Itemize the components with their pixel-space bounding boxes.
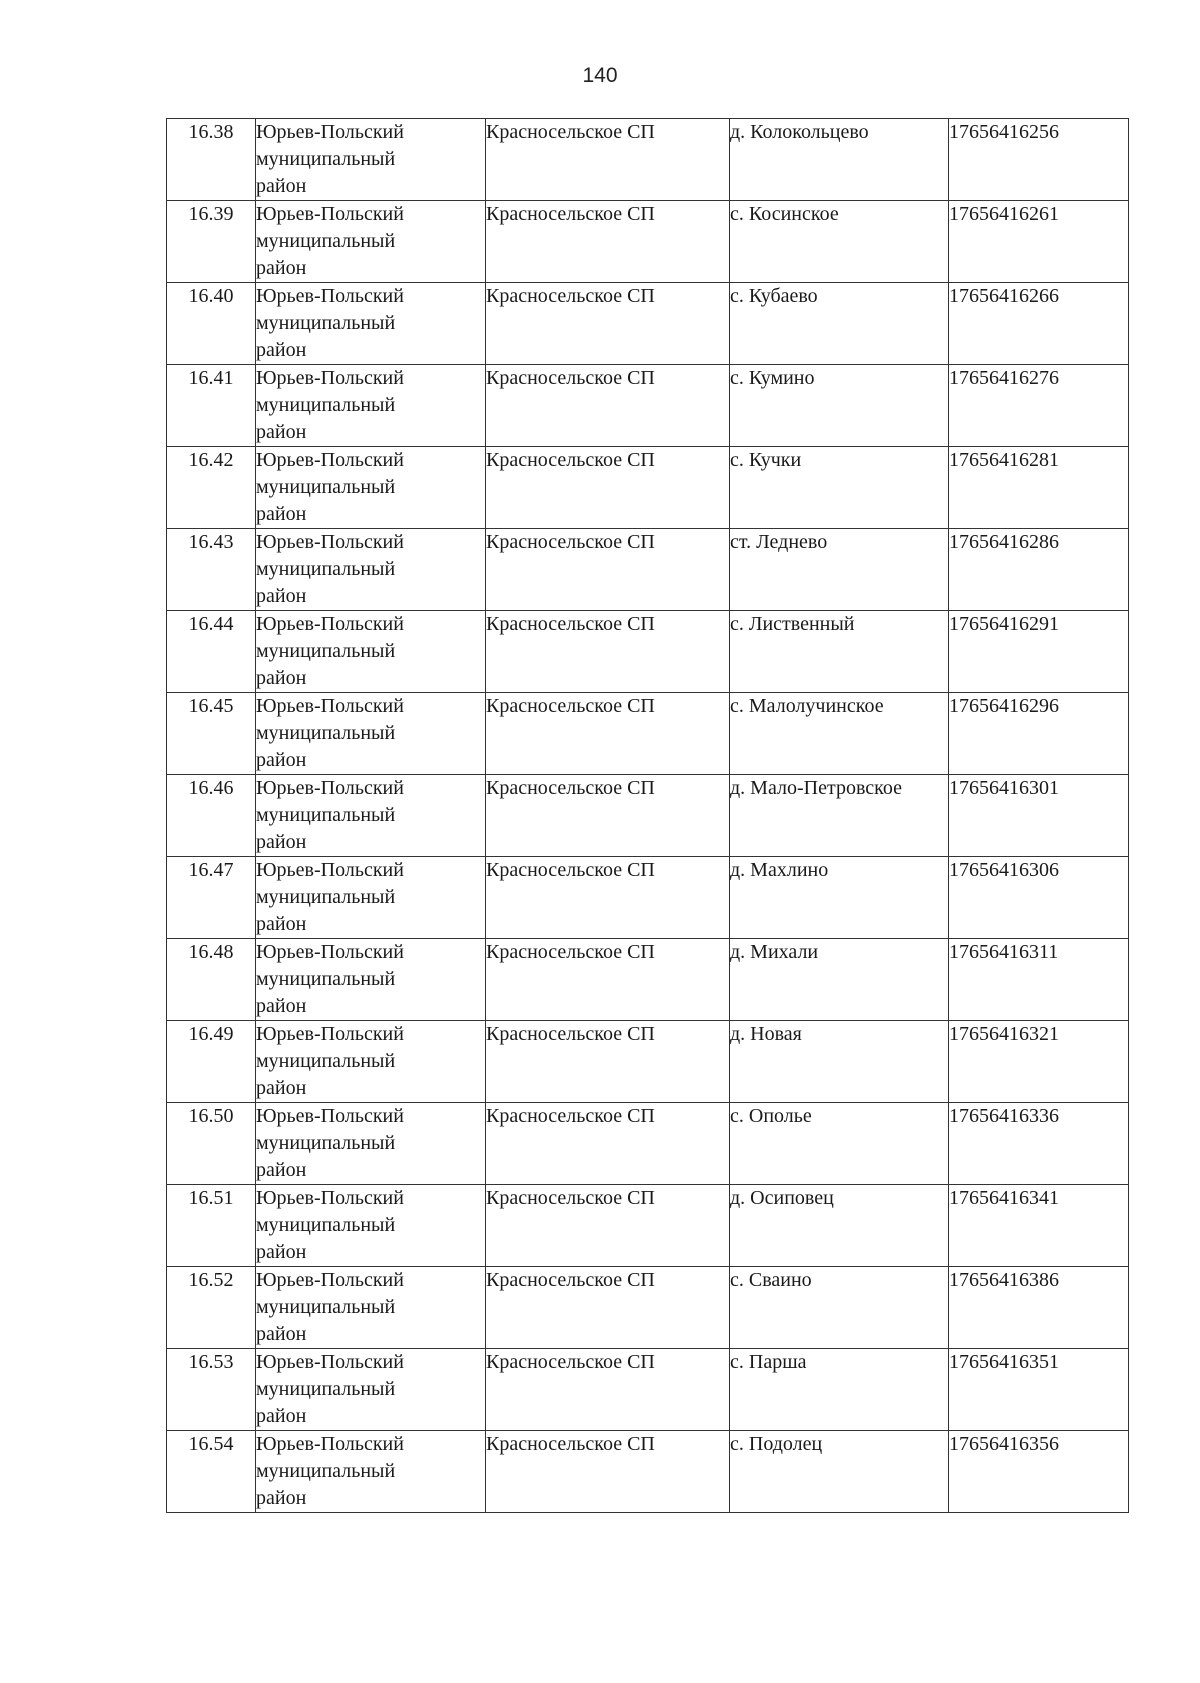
settlement-name: Красносельское СП: [486, 941, 655, 963]
locality-name: д. Махлино: [730, 859, 829, 881]
district-cell: [256, 1267, 486, 1349]
settlement-name: Красносельское СП: [486, 449, 655, 471]
code-cell: [949, 201, 1129, 283]
district-name: Юрьев-Польский муниципальный район: [256, 613, 404, 689]
locality-cell: [730, 1185, 949, 1267]
district-cell: [256, 365, 486, 447]
table-row: [167, 1103, 1129, 1185]
district-name: Юрьев-Польский муниципальный район: [256, 941, 404, 1017]
code-cell: [949, 529, 1129, 611]
district-cell: [256, 611, 486, 693]
district-name: Юрьев-Польский муниципальный район: [256, 203, 404, 279]
table-row: [167, 119, 1129, 201]
locality-cell: [730, 201, 949, 283]
district-name: Юрьев-Польский муниципальный район: [256, 1269, 404, 1345]
settlement-cell: [486, 1267, 730, 1349]
oktmo-code: 17656416256: [949, 121, 1059, 143]
district-cell: [256, 529, 486, 611]
district-cell: [256, 1103, 486, 1185]
table-body: [167, 119, 1129, 1513]
code-cell: [949, 1185, 1129, 1267]
district-name: Юрьев-Польский муниципальный район: [256, 285, 404, 361]
settlement-cell: [486, 201, 730, 283]
oktmo-code: 17656416301: [949, 777, 1059, 799]
localities-table: [166, 118, 1129, 1513]
oktmo-code: 17656416266: [949, 285, 1059, 307]
district-name: Юрьев-Польский муниципальный район: [256, 777, 404, 853]
locality-cell: [730, 939, 949, 1021]
settlement-cell: [486, 365, 730, 447]
district-cell: [256, 201, 486, 283]
locality-cell: [730, 283, 949, 365]
district-cell: [256, 693, 486, 775]
locality-cell: [730, 857, 949, 939]
settlement-cell: [486, 1103, 730, 1185]
code-cell: [949, 1021, 1129, 1103]
row-number-cell: [167, 201, 256, 283]
district-cell: [256, 447, 486, 529]
settlement-name: Красносельское СП: [486, 367, 655, 389]
row-number: 16.48: [188, 941, 234, 963]
code-cell: [949, 1349, 1129, 1431]
code-cell: [949, 939, 1129, 1021]
settlement-name: Красносельское СП: [486, 1351, 655, 1373]
locality-cell: [730, 1103, 949, 1185]
locality-cell: [730, 365, 949, 447]
oktmo-code: 17656416281: [949, 449, 1059, 471]
district-name: Юрьев-Польский муниципальный район: [256, 367, 404, 443]
locality-cell: [730, 447, 949, 529]
district-name: Юрьев-Польский муниципальный район: [256, 1105, 404, 1181]
locality-cell: [730, 1267, 949, 1349]
row-number-cell: [167, 775, 256, 857]
district-name: Юрьев-Польский муниципальный район: [256, 531, 404, 607]
settlement-name: Красносельское СП: [486, 531, 655, 553]
row-number: 16.42: [188, 449, 234, 471]
oktmo-code: 17656416286: [949, 531, 1059, 553]
settlement-name: Красносельское СП: [486, 695, 655, 717]
row-number-cell: [167, 447, 256, 529]
row-number-cell: [167, 1185, 256, 1267]
table-row: [167, 1267, 1129, 1349]
table-row: [167, 201, 1129, 283]
district-name: Юрьев-Польский муниципальный район: [256, 859, 404, 935]
table-row: [167, 529, 1129, 611]
code-cell: [949, 283, 1129, 365]
district-name: Юрьев-Польский муниципальный район: [256, 695, 404, 771]
district-name: Юрьев-Польский муниципальный район: [256, 1023, 404, 1099]
settlement-name: Красносельское СП: [486, 859, 655, 881]
row-number: 16.54: [188, 1433, 234, 1455]
locality-cell: [730, 1349, 949, 1431]
settlement-cell: [486, 1185, 730, 1267]
locality-name: д. Новая: [730, 1023, 802, 1045]
row-number: 16.44: [188, 613, 234, 635]
locality-name: с. Сваино: [730, 1269, 812, 1291]
row-number: 16.39: [188, 203, 234, 225]
row-number: 16.52: [188, 1269, 234, 1291]
settlement-cell: [486, 529, 730, 611]
locality-name: д. Михали: [730, 941, 819, 963]
district-cell: [256, 939, 486, 1021]
locality-cell: [730, 775, 949, 857]
locality-name: с. Подолец: [730, 1433, 823, 1455]
row-number-cell: [167, 857, 256, 939]
locality-cell: [730, 1431, 949, 1513]
district-cell: [256, 1349, 486, 1431]
table-row: [167, 1349, 1129, 1431]
row-number-cell: [167, 365, 256, 447]
code-cell: [949, 1267, 1129, 1349]
settlement-name: Красносельское СП: [486, 285, 655, 307]
row-number: 16.51: [188, 1187, 234, 1209]
settlement-cell: [486, 283, 730, 365]
row-number-cell: [167, 1431, 256, 1513]
district-cell: [256, 775, 486, 857]
table-row: [167, 1185, 1129, 1267]
district-name: Юрьев-Польский муниципальный район: [256, 121, 404, 197]
settlement-name: Красносельское СП: [486, 613, 655, 635]
table-row: [167, 365, 1129, 447]
locality-name: с. Кубаево: [730, 285, 818, 307]
locality-cell: [730, 611, 949, 693]
district-cell: [256, 283, 486, 365]
settlement-name: Красносельское СП: [486, 1187, 655, 1209]
settlement-cell: [486, 447, 730, 529]
locality-name: с. Косинское: [730, 203, 839, 225]
row-number-cell: [167, 283, 256, 365]
locality-name: с. Кумино: [730, 367, 815, 389]
locality-name: с. Малолучинское: [730, 695, 884, 717]
row-number-cell: [167, 1103, 256, 1185]
code-cell: [949, 119, 1129, 201]
district-name: Юрьев-Польский муниципальный район: [256, 1351, 404, 1427]
locality-name: с. Лиственный: [730, 613, 855, 635]
oktmo-code: 17656416296: [949, 695, 1059, 717]
locality-cell: [730, 119, 949, 201]
row-number-cell: [167, 119, 256, 201]
row-number-cell: [167, 529, 256, 611]
oktmo-code: 17656416351: [949, 1351, 1059, 1373]
row-number: 16.49: [188, 1023, 234, 1045]
locality-name: д. Мало-Петровское: [730, 777, 902, 799]
district-name: Юрьев-Польский муниципальный район: [256, 1187, 404, 1263]
code-cell: [949, 1103, 1129, 1185]
settlement-cell: [486, 775, 730, 857]
locality-name: д. Осиповец: [730, 1187, 834, 1209]
locality-name: д. Колокольцево: [730, 121, 869, 143]
table-row: [167, 447, 1129, 529]
district-name: Юрьев-Польский муниципальный район: [256, 449, 404, 525]
row-number: 16.40: [188, 285, 234, 307]
row-number: 16.45: [188, 695, 234, 717]
row-number: 16.46: [188, 777, 234, 799]
settlement-cell: [486, 693, 730, 775]
settlement-name: Красносельское СП: [486, 121, 655, 143]
oktmo-code: 17656416321: [949, 1023, 1059, 1045]
code-cell: [949, 365, 1129, 447]
settlement-cell: [486, 611, 730, 693]
code-cell: [949, 447, 1129, 529]
district-cell: [256, 1431, 486, 1513]
settlement-cell: [486, 1349, 730, 1431]
settlement-name: Красносельское СП: [486, 1105, 655, 1127]
row-number-cell: [167, 1349, 256, 1431]
page-number: 140: [582, 64, 618, 87]
oktmo-code: 17656416336: [949, 1105, 1059, 1127]
oktmo-code: 17656416291: [949, 613, 1059, 635]
oktmo-code: 17656416386: [949, 1269, 1059, 1291]
settlement-name: Красносельское СП: [486, 1269, 655, 1291]
row-number-cell: [167, 611, 256, 693]
district-name: Юрьев-Польский муниципальный район: [256, 1433, 404, 1509]
oktmo-code: 17656416261: [949, 203, 1059, 225]
code-cell: [949, 1431, 1129, 1513]
settlement-name: Красносельское СП: [486, 1433, 655, 1455]
settlement-cell: [486, 857, 730, 939]
table-row: [167, 939, 1129, 1021]
district-cell: [256, 1185, 486, 1267]
table-row: [167, 611, 1129, 693]
district-cell: [256, 1021, 486, 1103]
locality-cell: [730, 693, 949, 775]
locality-name: с. Кучки: [730, 449, 802, 471]
row-number: 16.50: [188, 1105, 234, 1127]
table-row: [167, 283, 1129, 365]
row-number-cell: [167, 939, 256, 1021]
row-number: 16.47: [188, 859, 234, 881]
row-number: 16.38: [188, 121, 234, 143]
oktmo-code: 17656416311: [949, 941, 1059, 963]
row-number-cell: [167, 1267, 256, 1349]
code-cell: [949, 775, 1129, 857]
table-row: [167, 775, 1129, 857]
row-number: 16.53: [188, 1351, 234, 1373]
settlement-name: Красносельское СП: [486, 777, 655, 799]
locality-name: с. Парша: [730, 1351, 807, 1373]
settlement-name: Красносельское СП: [486, 203, 655, 225]
row-number-cell: [167, 693, 256, 775]
district-cell: [256, 857, 486, 939]
table-row: [167, 1431, 1129, 1513]
oktmo-code: 17656416306: [949, 859, 1059, 881]
oktmo-code: 17656416356: [949, 1433, 1059, 1455]
settlement-cell: [486, 939, 730, 1021]
settlement-cell: [486, 119, 730, 201]
district-cell: [256, 119, 486, 201]
locality-name: ст. Леднево: [730, 531, 828, 553]
row-number-cell: [167, 1021, 256, 1103]
oktmo-code: 17656416341: [949, 1187, 1059, 1209]
settlement-name: Красносельское СП: [486, 1023, 655, 1045]
locality-cell: [730, 529, 949, 611]
code-cell: [949, 611, 1129, 693]
locality-cell: [730, 1021, 949, 1103]
row-number: 16.43: [188, 531, 234, 553]
code-cell: [949, 693, 1129, 775]
table-row: [167, 857, 1129, 939]
code-cell: [949, 857, 1129, 939]
locality-name: с. Опольe: [730, 1105, 812, 1127]
table-row: [167, 1021, 1129, 1103]
settlement-cell: [486, 1431, 730, 1513]
oktmo-code: 17656416276: [949, 367, 1059, 389]
table-row: [167, 693, 1129, 775]
settlement-cell: [486, 1021, 730, 1103]
row-number: 16.41: [188, 367, 234, 389]
